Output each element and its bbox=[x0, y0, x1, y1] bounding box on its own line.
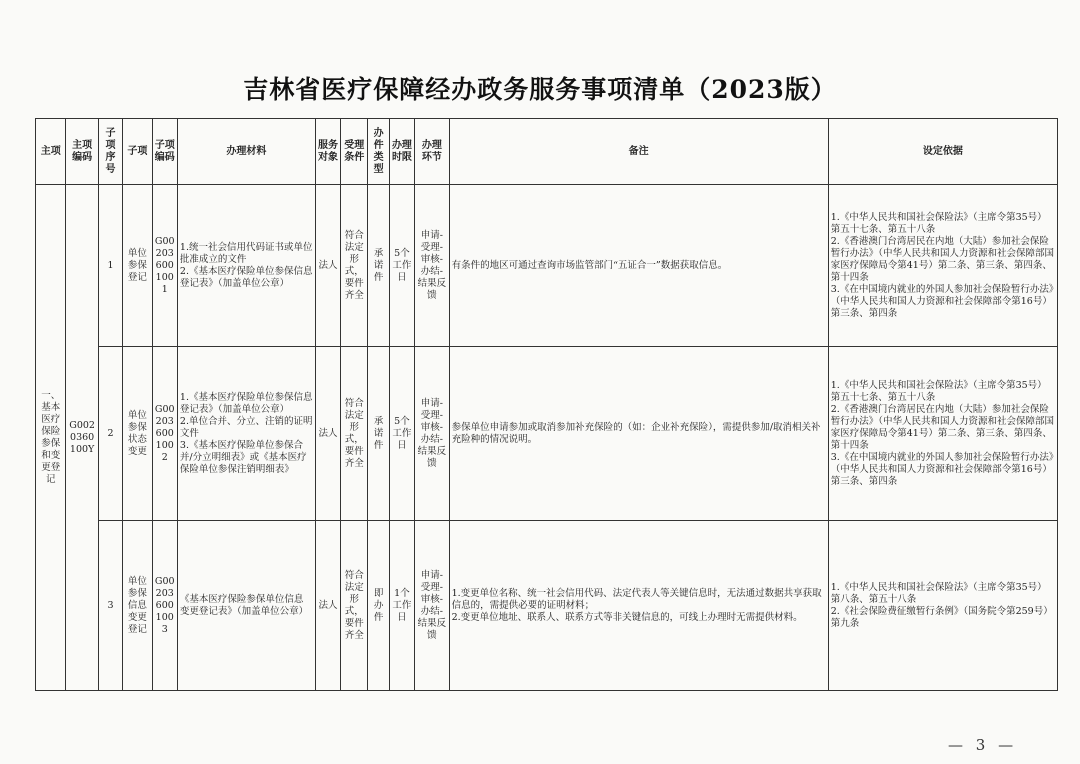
row-type: 承诺件 bbox=[368, 347, 389, 521]
header-basis: 设定依据 bbox=[828, 119, 1057, 185]
row-time-limit: 1个工作日 bbox=[389, 521, 414, 691]
row-materials: 《基本医疗保险参保单位信息变更登记表》（加盖单位公章） bbox=[177, 521, 315, 691]
row-type: 承诺件 bbox=[368, 185, 389, 347]
row-sub-item: 单位参保状态变更 bbox=[123, 347, 152, 521]
row-process: 申请-受理-审核-办结-结果反馈 bbox=[415, 185, 449, 347]
header-target: 服务对象 bbox=[315, 119, 340, 185]
row-basis: 1.《中华人民共和国社会保险法》（主席令第35号）第八条、第五十八条 2.《社会保险费征缴暂行条例》（国务院令第259号）第九条 bbox=[828, 521, 1057, 691]
row-type: 即办件 bbox=[368, 521, 389, 691]
row-basis: 1.《中华人民共和国社会保险法》（主席令第35号）第五十七条、第五十八条 2.《香港澳门台湾居民在内地（大陆）参加社会保险暂行办法》（中华人民共和国人力资源和社会保障部国家医疗保障局令第41号）第二条、第三条、第四条、第十四条 3.《在中国境内就业的外国人参加社会保险暂行办法》（中华人民共和国人力资源和社会保障部令第16号）第三条、第四条 bbox=[828, 185, 1057, 347]
header-sub-code: 子项编码 bbox=[152, 119, 177, 185]
row-target: 法人 bbox=[315, 185, 340, 347]
row-process: 申请-受理-审核-办结-结果反馈 bbox=[415, 521, 449, 691]
row-seq: 1 bbox=[98, 185, 122, 347]
row-sub-code: G002036001002 bbox=[152, 347, 177, 521]
header-process: 办理环节 bbox=[415, 119, 449, 185]
page-number: — 3 — bbox=[948, 736, 1018, 754]
table-row bbox=[36, 185, 1058, 347]
table-row bbox=[36, 521, 1058, 691]
main-item-code: G0020360100Y bbox=[66, 185, 98, 691]
service-items-table bbox=[35, 118, 1058, 691]
row-materials: 1.《基本医疗保险单位参保信息登记表》（加盖单位公章） 2.单位合并、分立、注销的证明文件 3.《基本医疗保险单位参保合并/分立明细表》或《基本医疗保险单位参保注销明细表》 bbox=[177, 347, 315, 521]
row-time-limit: 5个工作日 bbox=[389, 185, 414, 347]
row-remarks: 1.变更单位名称、统一社会信用代码、法定代表人等关键信息时，无法通过数据共享获取信息的，需提供必要的证明材料； 2.变更单位地址、联系人、联系方式等非关键信息的，可线上办理时无需提供材料。 bbox=[449, 521, 828, 691]
row-sub-item: 单位参保信息变更登记 bbox=[123, 521, 152, 691]
row-seq: 2 bbox=[98, 347, 122, 521]
header-conditions: 受理条件 bbox=[341, 119, 368, 185]
row-time-limit: 5个工作日 bbox=[389, 347, 414, 521]
row-remarks: 参保单位申请参加或取消参加补充保险的（如：企业补充保险），需提供参加/取消相关补充险种的情况说明。 bbox=[449, 347, 828, 521]
row-basis: 1.《中华人民共和国社会保险法》（主席令第35号）第五十七条、第五十八条 2.《香港澳门台湾居民在内地（大陆）参加社会保险暂行办法》（中华人民共和国人力资源和社会保障部国家医疗保障局令第41号）第二条、第三条、第四条、第十四条 3.《在中国境内就业的外国人参加社会保险暂行办法》（中华人民共和国人力资源和社会保障部令第16号）第三条、第四条 bbox=[828, 347, 1057, 521]
header-type: 办件类型 bbox=[368, 119, 389, 185]
row-conditions: 符合法定形式，要件齐全 bbox=[341, 185, 368, 347]
row-sub-code: G002036001003 bbox=[152, 521, 177, 691]
row-target: 法人 bbox=[315, 347, 340, 521]
header-sub-seq: 子项序号 bbox=[98, 119, 122, 185]
table-row bbox=[36, 347, 1058, 521]
row-remarks: 有条件的地区可通过查询市场监管部门“五证合一”数据获取信息。 bbox=[449, 185, 828, 347]
row-conditions: 符合法定形式，要件齐全 bbox=[341, 521, 368, 691]
row-process: 申请-受理-审核-办结-结果反馈 bbox=[415, 347, 449, 521]
header-main-item: 主项 bbox=[36, 119, 66, 185]
row-materials: 1.统一社会信用代码证书或单位批准成立的文件 2.《基本医疗保险单位参保信息登记表》（加盖单位公章） bbox=[177, 185, 315, 347]
row-seq: 3 bbox=[98, 521, 122, 691]
row-target: 法人 bbox=[315, 521, 340, 691]
header-time-limit: 办理时限 bbox=[389, 119, 414, 185]
row-sub-item: 单位参保登记 bbox=[123, 185, 152, 347]
header-remarks: 备注 bbox=[449, 119, 828, 185]
row-conditions: 符合法定形式，要件齐全 bbox=[341, 347, 368, 521]
table-header-row bbox=[36, 119, 1058, 185]
document-title: 吉林省医疗保障经办政务服务事项清单（2023版） bbox=[243, 75, 837, 104]
main-item-name: 一、基本医疗保险参保和变更登记 bbox=[36, 185, 66, 691]
header-materials: 办理材料 bbox=[177, 119, 315, 185]
row-sub-code: G002036001001 bbox=[152, 185, 177, 347]
header-main-code: 主项编码 bbox=[66, 119, 98, 185]
header-sub-item: 子项 bbox=[123, 119, 152, 185]
